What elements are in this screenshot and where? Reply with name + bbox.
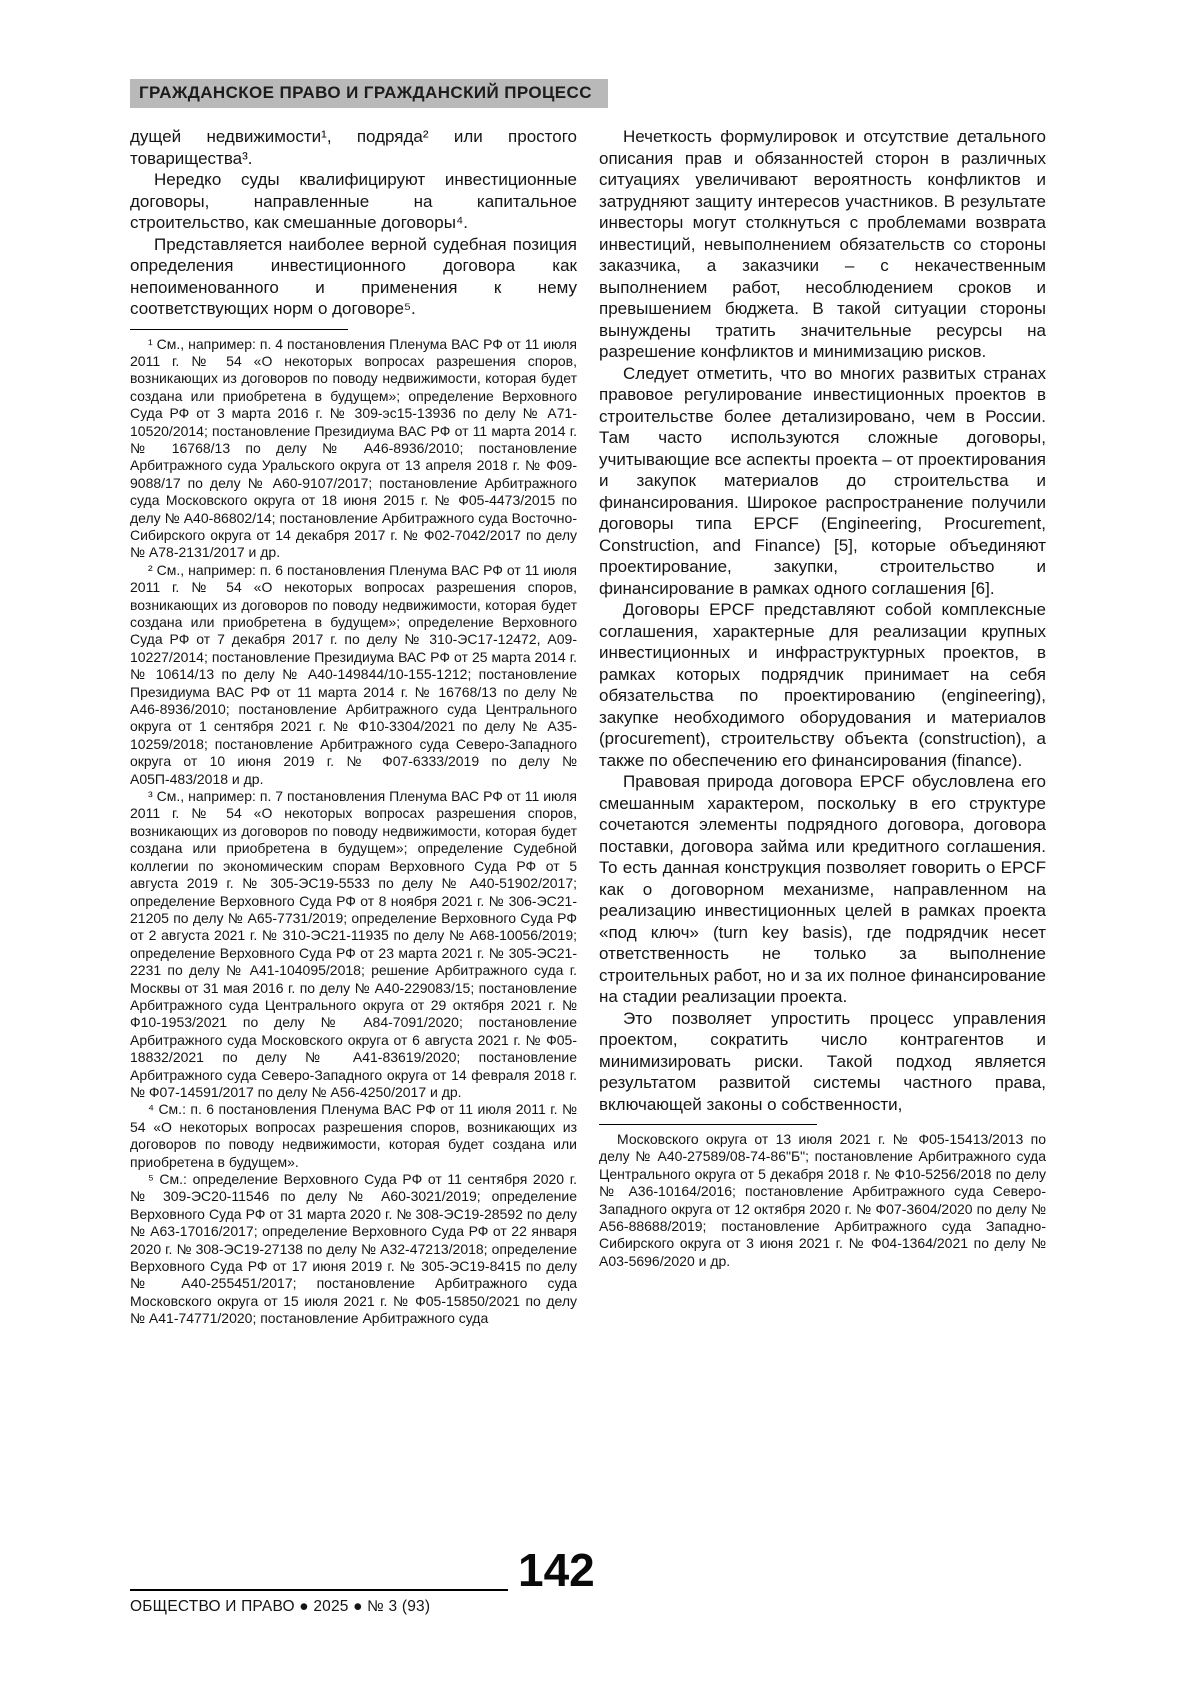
rubric-header-bar	[130, 79, 608, 108]
left-column	[130, 126, 577, 1328]
body-paragraph: Следует отметить, что во многих развитых странах правовое регулирование инвестиционных проектов в строительстве более детализировано, чем в России. Там часто используются сложные договоры, учитывающие все аспекты проекта – от проектирования и закупок материалов до строительства и финансирования. Широкое распространение получили договоры типа EPCF (Engineering, Procurement, Construction, and Finance) [5], которые объединяют проектирование, закупки, строительство и финансирование в рамках одного соглашения [6].	[599, 363, 1046, 598]
body-paragraph: Это позволяет упростить процесс управления проектом, сократить число контрагентов и минимизировать риски. Такой подход является результатом развитой системы частного права, включающей законы о собственности,	[599, 1008, 1046, 1114]
journal-footer-line: ОБЩЕСТВО И ПРАВО ● 2025 ● № 3 (93)	[130, 1598, 431, 1615]
footnote-2: ² См., например: п. 6 постановления Пленума ВАС РФ от 11 июля 2011 г. № 54 «О некоторых вопросах разрешения споров, возникающих из договоров по поводу недвижимости, которая будет создана или приобретена в будущем»; определение Верховного Суда РФ от 7 декабря 2017 г. по делу № 310-ЭС17-12472, А09-10227/2014; постановление Президиума ВАС РФ от 25 марта 2014 г. № 10614/13 по делу № А40-149844/10-155-1212; постановление Президиума ВАС РФ от 11 марта 2014 г. № 16768/13 по делу № А46-8936/2010; постановление Арбитражного суда Центрального округа от 1 сентября 2021 г. № Ф10-3304/2021 по делу № А35-10259/2018; постановление Арбитражного суда Северо-Западного округа от 10 июня 2019 г. № Ф07-6333/2019 по делу № А05П-483/2018 и др.	[130, 561, 577, 787]
page-number: 142	[518, 1544, 595, 1596]
rubric-title: ГРАЖДАНСКОЕ ПРАВО И ГРАЖДАНСКИЙ ПРОЦЕСС	[139, 83, 592, 102]
footnote-3: ³ См., например: п. 7 постановления Пленума ВАС РФ от 11 июля 2011 г. № 54 «О некоторых вопросах разрешения споров, возникающих из договоров по поводу недвижимости, которая будет создана или приобретена в будущем»; определение Судебной коллегии по экономическим спорам Верховного Суда РФ от 5 августа 2019 г. № 305-ЭС19-5533 по делу № А40-51902/2017; определение Верховного Суда РФ от 8 ноября 2021 г. № 306-ЭС21-21205 по делу № А65-7731/2019; определение Верховного Суда РФ от 2 августа 2021 г. № 310-ЭС21-11935 по делу № А68-10056/2019; определение Верховного Суда РФ от 23 марта 2021 г. № 305-ЭС21-2231 по делу № А41-104095/2018; решение Арбитражного суда г. Москвы от 31 мая 2016 г. по делу № А40-229083/15; постановление Арбитражного суда Центрального округа от 29 октября 2021 г. № Ф10-1953/2021 по делу № А84-7091/2020; постановление Арбитражного суда Московского округа от 6 августа 2021 г. № Ф05-18832/2021 по делу № А41-83619/2020; постановление Арбитражного суда Северо-Западного округа от 14 февраля 2018 г. № Ф07-14591/2017 по делу № А56-4250/2017 и др.	[130, 788, 577, 1100]
body-paragraph: Нередко суды квалифицируют инвестиционные договоры, направленные на капитальное строительство, как смешанные договоры⁴.	[130, 170, 577, 232]
footnote-separator	[599, 1124, 817, 1125]
page-footer	[130, 1543, 1046, 1653]
footer-rule	[130, 1589, 508, 1591]
footnote-continuation: Московского округа от 13 июля 2021 г. № Ф05-15413/2013 по делу № А40-27589/08-74-86"Б"; постановление Арбитражного суда Центрального округа от 5 декабря 2018 г. № Ф10-5256/2018 по делу № А36-10164/2016; постановление Арбитражного суда Северо-Западного округа от 12 октября 2020 г. № Ф07-3604/2020 по делу № А56-88688/2019; постановление Арбитражного суда Западно-Сибирского округа от 3 июня 2021 г. № Ф04-1364/2021 по делу № А03-5696/2020 и др.	[599, 1131, 1046, 1269]
footnote-4: ⁴ См.: п. 6 постановления Пленума ВАС РФ от 11 июля 2011 г. № 54 «О некоторых вопросах разрешения споров, возникающих из договоров по поводу недвижимости, которая будет создана или приобретена в будущем».	[130, 1101, 577, 1170]
footnote-separator	[130, 329, 348, 330]
body-paragraph: дущей недвижимости¹, подряда² или простого товарищества³.	[130, 127, 577, 168]
right-column	[599, 126, 1046, 1328]
footnote-1: ¹ См., например: п. 4 постановления Пленума ВАС РФ от 11 июля 2011 г. № 54 «О некоторых вопросах разрешения споров, возникающих из договоров по поводу недвижимости, которая будет создана или приобретена в будущем»; определение Верховного Суда РФ от 3 марта 2016 г. № 309-эс15-13936 по делу № А71-10520/2014; постановление Президиума ВАС РФ от 11 марта 2014 г. № 16768/13 по делу № А46-8936/2010; постановление Арбитражного суда Уральского округа от 13 апреля 2018 г. № Ф09-9088/17 по делу № А60-9107/2017; постановление Арбитражного суда Московского округа от 18 июня 2015 г. № Ф05-4473/2015 по делу № А40-86802/14; постановление Арбитражного суда Восточно-Сибирского округа от 14 декабря 2017 г. № Ф02-7042/2017 по делу № А78-2131/2017 и др.	[130, 335, 577, 561]
body-paragraph: Правовая природа договора EPCF обусловлена его смешанным характером, поскольку в его структуре сочетаются элементы подрядного договора, договора поставки, договора займа или кредитного соглашения. То есть данная конструкция позволяет говорить о EPCF как о договорном механизме, направленном на реализацию инвестиционных целей в рамках проекта «под ключ» (turn key basis), где подрядчик несет ответственность не только за выполнение строительных работ, но и за их полное финансирование на стадии реализации проекта.	[599, 772, 1046, 1006]
two-column-layout	[130, 126, 1046, 1328]
footnote-5: ⁵ См.: определение Верховного Суда РФ от 11 сентября 2020 г. № 309-ЭС20-11546 по делу № А60-3021/2019; определение Верховного Суда РФ от 31 марта 2020 г. № 308-ЭС19-28592 по делу № А63-17016/2017; определение Верховного Суда РФ от 22 января 2020 г. № 308-ЭС19-27138 по делу № А32-47213/2018; определение Верховного Суда РФ от 17 июня 2019 г. № 305-ЭС19-8415 по делу № А40-255451/2017; постановление Арбитражного суда Московского округа от 15 июля 2021 г. № Ф05-15850/2021 по делу № А41-74771/2020; постановление Арбитражного суда	[130, 1171, 577, 1327]
body-paragraph: Нечеткость формулировок и отсутствие детального описания прав и обязанностей сторон в различных ситуациях увеличивают вероятность конфликтов и затрудняют защиту интересов участников. В результате инвесторы могут столкнуться с проблемами возврата инвестиций, невыполнением обязательств со стороны заказчика, а заказчики – с некачественным выполнением работ, несоблюдением сроков и превышением бюджета. В такой ситуации стороны вынуждены тратить значительные ресурсы на разрешение конфликтов и минимизацию рисков.	[599, 127, 1046, 361]
body-paragraph: Договоры EPCF представляют собой комплексные соглашения, характерные для реализации крупных инвестиционных и инфраструктурных проектов, в рамках которых подрядчик принимает на себя обязательства по проектированию (engineering), закупке необходимого оборудования и материалов (procurement), строительству объекта (construction), а также по обеспечению его финансирования (finance).	[599, 600, 1046, 770]
body-paragraph: Представляется наиболее верной судебная позиция определения инвестиционного договора как непоименованного и применения к нему соответствующих норм о договоре⁵.	[130, 234, 577, 318]
